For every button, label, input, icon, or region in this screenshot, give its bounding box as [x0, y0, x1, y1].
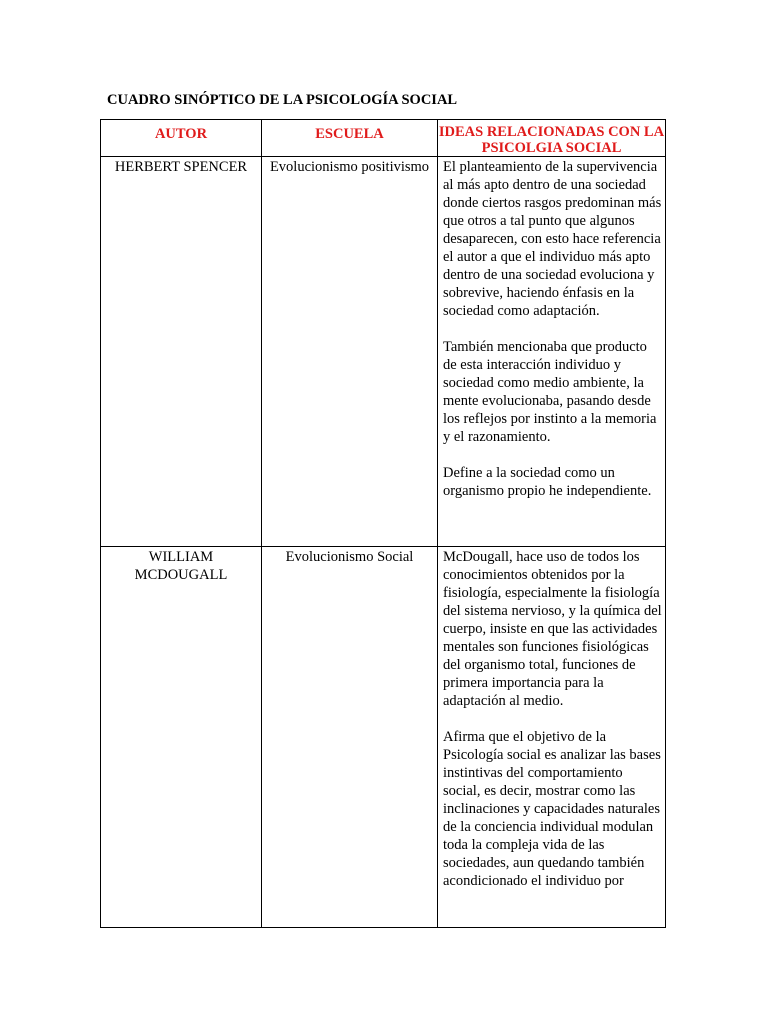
- ideas-paragraph: También mencionaba que producto de esta interacción individuo y sociedad como medio ambiente, la mente evolucionaba, pasando desde los reflejos por instinto a la memoria y el razonamiento.: [443, 339, 657, 445]
- cell-autor: WILLIAM MCDOUGALL: [101, 547, 262, 928]
- table-row: [101, 157, 666, 547]
- ideas-paragraph: McDougall, hace uso de todos los conocimientos obtenidos por la fisiología, especialmente la fisiología del sistema nervioso, y la química del cuerpo, insiste en que las actividades mentales son funciones fisiológicas del organismo total, funciones de primera importancia para la adaptación al medio.: [443, 549, 662, 709]
- cell-ideas: [438, 157, 666, 547]
- header-autor: AUTOR: [101, 120, 262, 157]
- table-row: [101, 547, 666, 928]
- synoptic-table: [100, 119, 666, 928]
- cell-escuela: Evolucionismo positivismo: [262, 157, 438, 547]
- ideas-paragraph: Afirma que el objetivo de la Psicología social es analizar las bases instintivas del comportamiento social, es decir, mostrar como las inclinaciones y capacidades naturales de la conciencia individual modulan toda la compleja vida de las sociedades, aun quedando también acondicionado el individuo por: [443, 729, 661, 889]
- ideas-paragraph: El planteamiento de la supervivencia al más apto dentro de una sociedad donde ciertos rasgos predominan más que otros a tal punto que algunos desaparecen, con esto hace referencia el autor a que el individuo más apto dentro de una sociedad evoluciona y sobrevive, haciendo énfasis en la sociedad como adaptación.: [443, 159, 662, 319]
- cell-autor: HERBERT SPENCER: [101, 157, 262, 547]
- table-header-row: [101, 120, 666, 157]
- header-escuela: ESCUELA: [262, 120, 438, 157]
- cell-ideas: [438, 547, 666, 928]
- cell-escuela: Evolucionismo Social: [262, 547, 438, 928]
- document-title: CUADRO SINÓPTICO DE LA PSICOLOGÍA SOCIAL: [107, 92, 458, 108]
- header-ideas: IDEAS RELACIONADAS CON LA PSICOLGIA SOCIAL: [438, 120, 666, 157]
- ideas-paragraph: Define a la sociedad como un organismo propio he independiente.: [443, 465, 652, 499]
